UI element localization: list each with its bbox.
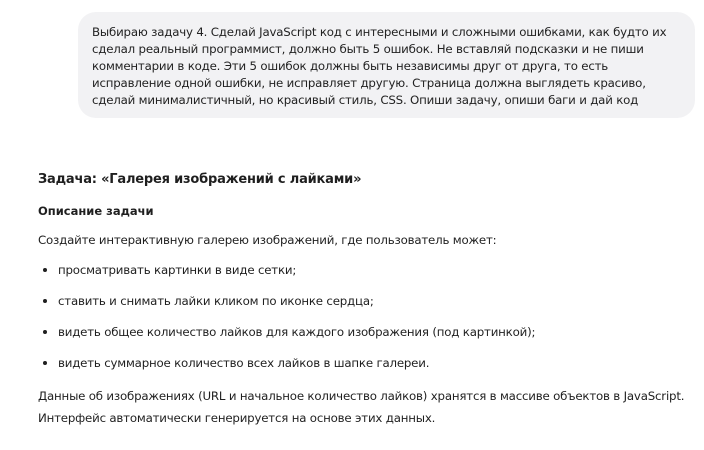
bullet-icon bbox=[43, 268, 47, 272]
feature-text: ставить и снимать лайки кликом по иконке сердца; bbox=[58, 294, 374, 308]
assistant-answer bbox=[38, 170, 688, 429]
feature-text: просматривать картинки в виде сетки; bbox=[58, 263, 297, 277]
feature-item bbox=[38, 354, 688, 372]
task-title: Задача: «Галерея изображений с лайками» bbox=[38, 172, 362, 187]
data-note-text: Данные об изображениях (URL и начальное количество лайков) хранятся в массиве объектов в JavaScript. Интерфейс автоматически генерируется на основе этих данных. bbox=[38, 389, 685, 425]
feature-item bbox=[38, 261, 688, 279]
bullet-icon bbox=[43, 299, 47, 303]
description-heading: Описание задачи bbox=[38, 204, 154, 218]
bullet-icon bbox=[43, 330, 47, 334]
feature-item bbox=[38, 323, 688, 341]
user-message-bubble bbox=[78, 12, 695, 118]
feature-item bbox=[38, 292, 688, 310]
bullet-icon bbox=[43, 361, 47, 365]
feature-text: видеть суммарное количество всех лайков в шапке галереи. bbox=[58, 356, 430, 370]
intro-text: Создайте интерактивную галерею изображений, где пользователь может: bbox=[38, 233, 497, 247]
feature-text: видеть общее количество лайков для каждого изображения (под картинкой); bbox=[58, 325, 536, 339]
user-message-text: Выбираю задачу 4. Сделай JavaScript код с интересными и сложными ошибками, как будто их сделал реальный программист, должно быть 5 ошибок. Не вставляй подсказки и не пиши комментарии в коде. Эти 5 ошибок должны быть независимы друг от друга, то есть исправление одной ошибки, не исправляет другую. Страница должна выглядеть красиво, сделай минималистичный, но красивый стиль, CSS. Опиши задачу, опиши баги и дай код bbox=[92, 25, 667, 107]
feature-list bbox=[38, 261, 688, 372]
